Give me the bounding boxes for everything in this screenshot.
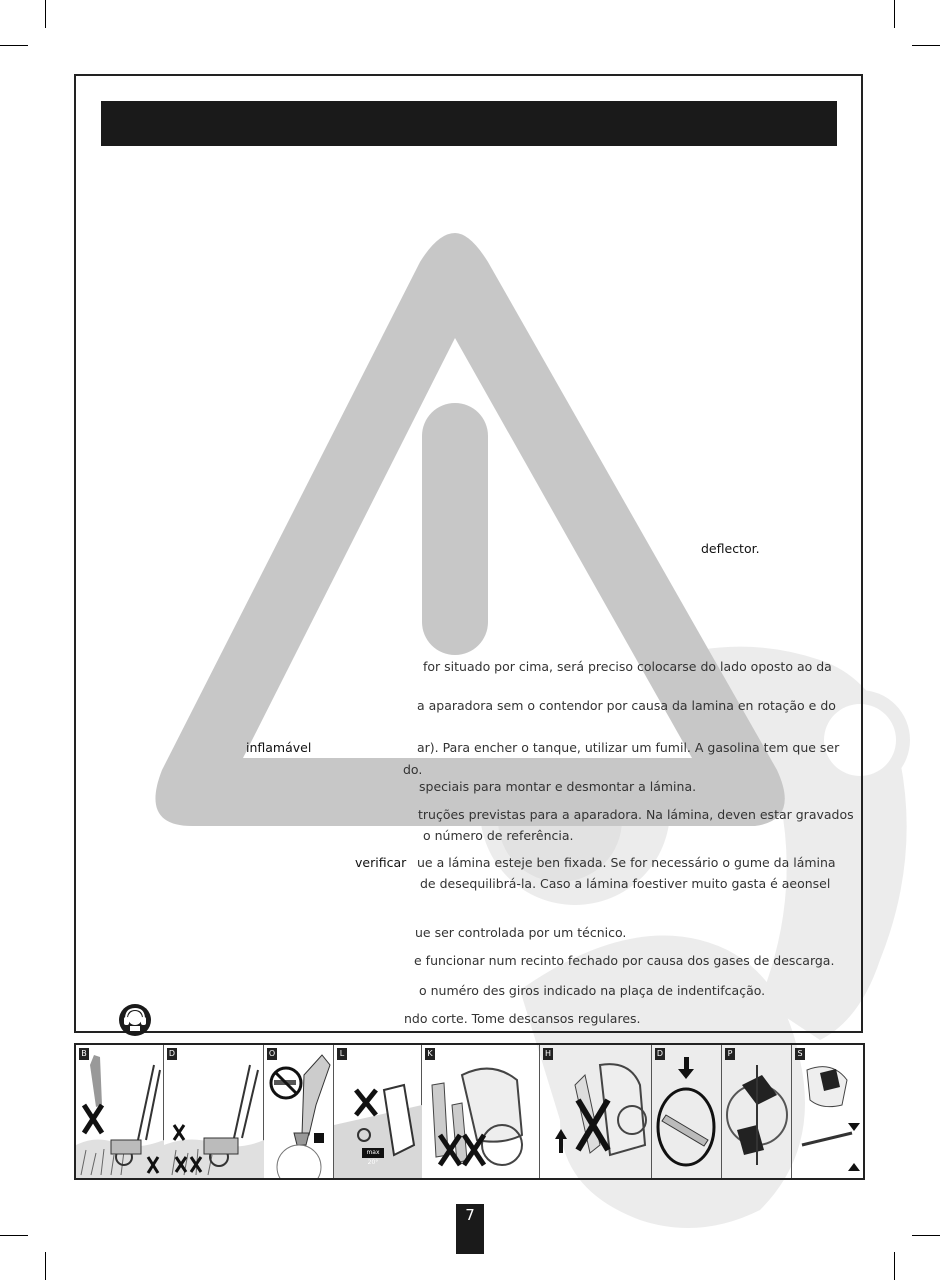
body-line: ue a lámina esteje ben fixada. Se for necessário o gume da lámina — [417, 855, 836, 870]
debris-illustration — [164, 1045, 264, 1178]
page-number: 7 — [465, 1206, 475, 1224]
no-smoking-icon — [271, 1068, 301, 1098]
panel-letter: H — [544, 1049, 551, 1058]
figure-panel-k — [422, 1045, 540, 1178]
body-line: ue ser controlada por um técnico. — [415, 925, 627, 940]
figure-panel-s — [792, 1045, 863, 1178]
body-line: a aparadora sem o contendor por causa da lamina en rotação e do — [417, 698, 836, 713]
max-slope-label: max 20° — [362, 1148, 384, 1158]
figure-panel-b — [76, 1045, 164, 1178]
keyword-verificar: verificar — [355, 855, 407, 870]
body-line: o número de referência. — [423, 828, 574, 843]
body-line: truções previstas para a aparadora. Na lámina, deven estar gravados — [418, 807, 854, 822]
figure-panel-d — [164, 1045, 264, 1178]
lift-mower-illustration — [540, 1045, 652, 1178]
blade-balance-illustration — [792, 1045, 863, 1178]
panel-letter: P — [725, 1048, 735, 1060]
body-line: ar). Para encher o tanque, utilizar um fumil. A gasolina tem que ser — [417, 740, 840, 755]
figure-panel-h — [540, 1045, 652, 1178]
body-line: de desequilibrá-la. Caso a lámina foestiver muito gasta é aeonsel — [420, 876, 831, 891]
figure-panel-d2 — [652, 1045, 722, 1178]
panel-letter: O — [268, 1049, 276, 1058]
down-arrow-icon — [848, 1123, 860, 1131]
gloves-blade-illustration — [722, 1045, 792, 1178]
body-line: ndo corte. Tome descansos regulares. — [404, 1011, 641, 1026]
up-arrow-icon — [555, 1129, 567, 1153]
keyword-deflector: deflector. — [701, 541, 760, 556]
panel-letter: K — [425, 1048, 435, 1060]
hearing-protection-icon — [118, 1003, 152, 1037]
page-number-tab — [456, 1204, 484, 1254]
panel-letter: D — [656, 1049, 664, 1058]
blade-inspection-illustration — [652, 1045, 722, 1178]
figure-panel-l — [334, 1045, 422, 1178]
mowing-slope-illustration — [76, 1045, 164, 1178]
refuel-illustration — [264, 1045, 334, 1178]
section-header-bar — [101, 101, 837, 146]
figure-panel-p — [722, 1045, 792, 1178]
down-arrow-icon — [678, 1057, 694, 1079]
panel-letter: B — [79, 1048, 89, 1060]
panel-letter: S — [795, 1048, 805, 1060]
illustration-strip — [74, 1043, 865, 1180]
panel-letter: L — [337, 1048, 347, 1060]
keyword-inflamavel: inflamável — [246, 740, 312, 755]
body-line: do. — [403, 762, 423, 777]
cross-mark-icon — [356, 1090, 376, 1115]
panel-letter: D — [168, 1049, 176, 1058]
cross-mark-icon — [84, 1105, 102, 1133]
body-line: o numéro des giros indicado na plaça de indentifcação. — [419, 983, 766, 998]
figure-panel-o — [264, 1045, 334, 1178]
body-line: speciais para montar e desmontar a lámina. — [419, 779, 697, 794]
feet-clearance-illustration — [422, 1045, 540, 1178]
body-line: for situado por cima, será preciso colocarse do lado oposto ao da — [423, 659, 832, 674]
up-arrow-icon — [848, 1163, 860, 1171]
body-line: e funcionar num recinto fechado por causa dos gases de descarga. — [414, 953, 835, 968]
